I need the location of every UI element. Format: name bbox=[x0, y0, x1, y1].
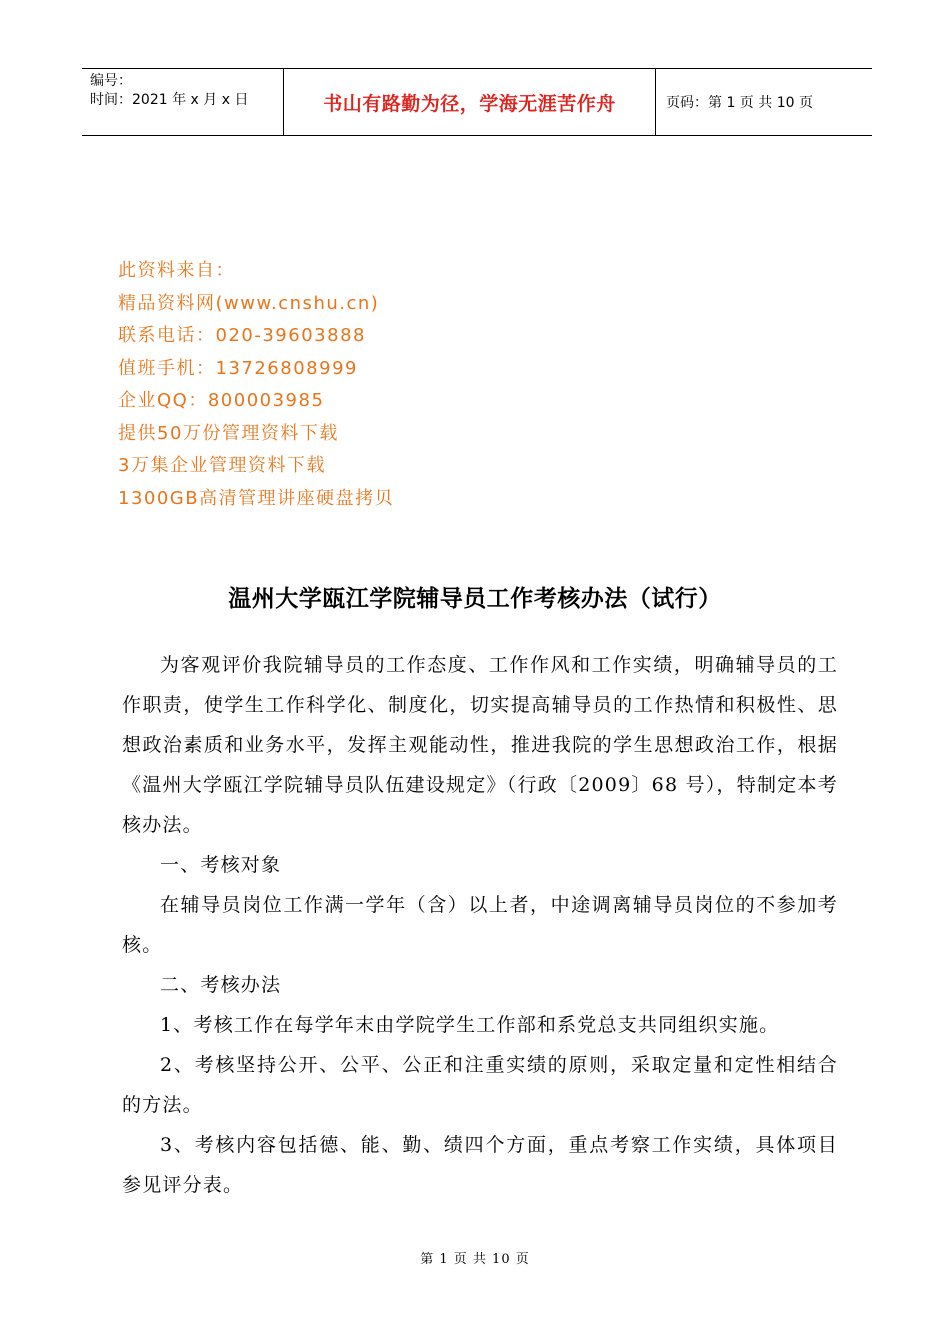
paragraph: 在辅导员岗位工作满一学年（含）以上者，中途调离辅导员岗位的不参加考核。 bbox=[122, 894, 838, 956]
time-label: 时间：2021 年 x 月 x 日 bbox=[90, 92, 249, 108]
motto: 书山有路勤为径，学海无涯苦作舟 bbox=[284, 69, 656, 135]
list-item: 3、考核内容包括德、能、勤、绩四个方面，重点考察工作实绩，具体项目参见评分表。 bbox=[122, 1134, 838, 1196]
header-table bbox=[82, 68, 872, 136]
section-heading: 二、考核办法 bbox=[160, 974, 282, 996]
document-title: 温州大学瓯江学院辅导员工作考核办法（试行） bbox=[228, 586, 722, 612]
document-body bbox=[122, 645, 838, 1205]
page-info: 页码：第 1 页 共 10 页 bbox=[666, 95, 813, 111]
number-label: 编号： bbox=[90, 73, 132, 89]
source-line: 1300GB高清管理讲座硬盘拷贝 bbox=[118, 487, 395, 509]
list-item: 2、考核坚持公开、公平、公正和注重实绩的原则，采取定量和定性相结合的方法。 bbox=[122, 1054, 838, 1116]
source-line: 3万集企业管理资料下载 bbox=[118, 455, 326, 476]
page-footer: 第 1 页 共 10 页 bbox=[420, 1252, 530, 1267]
source-line: 企业QQ：800003985 bbox=[118, 390, 325, 411]
source-line: 精品资料网(www.cnshu.cn) bbox=[118, 292, 380, 314]
source-line: 值班手机：13726808999 bbox=[118, 357, 358, 379]
source-line: 提供50万份管理资料下载 bbox=[118, 422, 339, 444]
paragraph-intro: 为客观评价我院辅导员的工作态度、工作作风和工作实绩，明确辅导员的工作职责，使学生工作科学化、制度化，切实提高辅导员的工作热情和积极性、思想政治素质和业务水平，发挥主观能动性，推进我院的学生思想政治工作，根据《温州大学瓯江学院辅导员队伍建设规定》（行政〔2009〕68 号），特制定本考核办法。 bbox=[122, 654, 838, 836]
section-heading: 一、考核对象 bbox=[160, 854, 282, 876]
source-line: 此资料来自： bbox=[118, 260, 235, 281]
source-line: 联系电话：020-39603888 bbox=[118, 325, 366, 346]
source-info-block bbox=[118, 255, 394, 515]
header-meta-cell bbox=[82, 69, 284, 135]
list-item: 1、考核工作在每学年末由学院学生工作部和系党总支共同组织实施。 bbox=[160, 1014, 780, 1036]
